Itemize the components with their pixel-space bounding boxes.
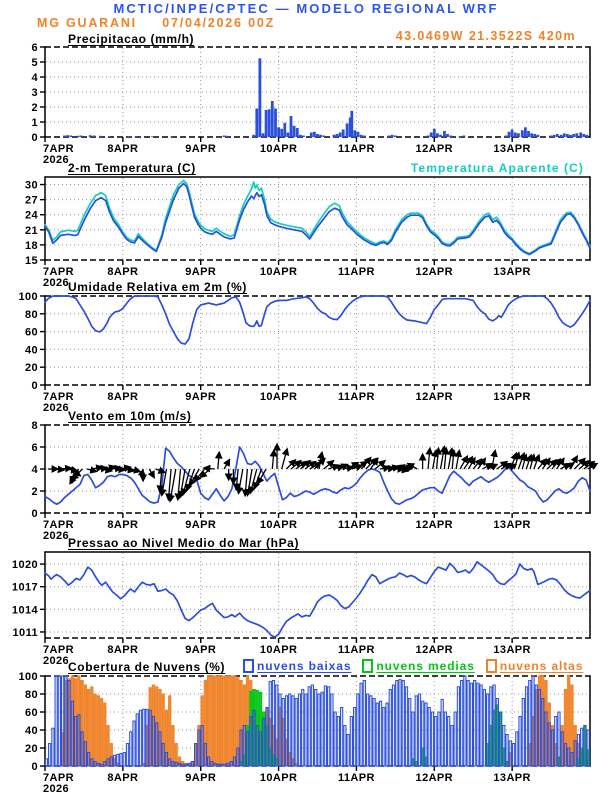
cloud-cover-legend <box>243 659 583 673</box>
svg-text:10APR: 10APR <box>259 772 298 784</box>
svg-text:1011: 1011 <box>12 626 38 639</box>
svg-text:8APR: 8APR <box>107 391 139 403</box>
svg-text:10APR: 10APR <box>259 391 298 403</box>
svg-text:11APR: 11APR <box>337 772 375 784</box>
svg-text:21: 21 <box>24 224 38 237</box>
svg-text:27: 27 <box>24 194 38 207</box>
high-clouds-swatch-icon <box>486 659 497 673</box>
station-run-line <box>37 16 275 30</box>
svg-text:12APR: 12APR <box>415 143 454 155</box>
svg-text:2026: 2026 <box>43 783 70 792</box>
chart-title-wind: Vento em 10m (m/s) <box>68 409 192 423</box>
svg-text:40: 40 <box>24 725 38 737</box>
svg-text:3: 3 <box>31 87 38 99</box>
svg-text:11APR: 11APR <box>337 391 375 403</box>
legend-item-low-clouds <box>243 659 351 673</box>
chart-title-precipitation: Precipitacao (mm/h) <box>68 32 195 46</box>
svg-text:9APR: 9APR <box>185 391 217 403</box>
svg-text:2026: 2026 <box>43 154 70 166</box>
svg-text:9APR: 9APR <box>185 266 217 278</box>
svg-text:0: 0 <box>31 380 38 392</box>
svg-text:20: 20 <box>24 743 38 755</box>
svg-text:2026: 2026 <box>43 530 70 542</box>
svg-text:15: 15 <box>24 255 38 267</box>
chart-title-pressure: Pressao ao Nivel Medio do Mar (hPa) <box>68 536 300 550</box>
svg-text:8APR: 8APR <box>107 772 139 784</box>
chart-title-temperature: 2-m Temperatura (C) <box>68 161 196 175</box>
chart-title-humidity: Umidade Relativa em 2m (%) <box>68 280 247 294</box>
svg-text:8APR: 8APR <box>107 519 139 531</box>
legend-label: nuvens altas <box>499 659 584 673</box>
svg-text:30: 30 <box>24 179 38 192</box>
svg-text:11APR: 11APR <box>337 266 375 278</box>
svg-text:100: 100 <box>18 291 38 303</box>
legend-label: nuvens baixas <box>257 659 352 673</box>
mid-clouds-swatch-icon <box>362 659 373 673</box>
legend-label: nuvens medias <box>376 659 475 673</box>
svg-text:13APR: 13APR <box>493 391 531 403</box>
svg-text:9APR: 9APR <box>185 644 217 656</box>
svg-text:13APR: 13APR <box>493 644 531 656</box>
svg-text:13APR: 13APR <box>493 772 531 784</box>
svg-text:10APR: 10APR <box>259 644 298 656</box>
low-clouds-swatch-icon <box>243 659 254 673</box>
svg-text:2026: 2026 <box>43 655 70 667</box>
svg-text:1: 1 <box>31 117 38 129</box>
svg-text:9APR: 9APR <box>185 772 217 784</box>
svg-text:7APR: 7APR <box>43 266 74 278</box>
chart-title-cloud-cover: Cobertura de Nuvens (%) <box>68 660 226 674</box>
svg-text:0: 0 <box>31 761 38 773</box>
svg-text:11APR: 11APR <box>337 644 375 656</box>
svg-text:8: 8 <box>31 420 38 432</box>
svg-text:2: 2 <box>31 102 38 114</box>
svg-text:7APR: 7APR <box>43 772 74 784</box>
station-location: 43.0469W 21.3522S 420m <box>395 29 576 43</box>
run-datetime: 07/04/2026 00Z <box>162 16 276 30</box>
svg-text:1014: 1014 <box>11 604 38 617</box>
svg-text:12APR: 12APR <box>415 266 454 278</box>
svg-text:7APR: 7APR <box>43 519 74 531</box>
svg-text:60: 60 <box>24 707 38 719</box>
svg-text:10APR: 10APR <box>259 143 298 155</box>
svg-text:13APR: 13APR <box>493 143 531 155</box>
svg-text:7APR: 7APR <box>43 143 74 155</box>
svg-text:5: 5 <box>31 57 38 69</box>
svg-text:12APR: 12APR <box>415 772 454 784</box>
svg-text:8APR: 8APR <box>107 143 139 155</box>
svg-text:8APR: 8APR <box>107 266 139 278</box>
apparent-temperature-label: Temperatura Aparente (C) <box>410 161 584 175</box>
svg-text:80: 80 <box>24 689 38 701</box>
svg-text:13APR: 13APR <box>493 266 531 278</box>
legend-item-mid-clouds <box>362 659 474 673</box>
svg-text:0: 0 <box>31 508 38 520</box>
svg-text:24: 24 <box>24 209 38 222</box>
svg-text:20: 20 <box>24 362 38 375</box>
svg-text:100: 100 <box>18 671 38 683</box>
svg-text:7APR: 7APR <box>43 644 74 656</box>
svg-text:6: 6 <box>31 42 38 54</box>
svg-text:18: 18 <box>24 239 38 252</box>
svg-text:4: 4 <box>31 72 38 84</box>
svg-text:6: 6 <box>31 442 38 454</box>
svg-text:12APR: 12APR <box>415 391 454 403</box>
legend-item-high-clouds <box>486 659 584 673</box>
svg-text:2026: 2026 <box>43 402 70 414</box>
svg-text:0: 0 <box>31 132 38 144</box>
svg-text:11APR: 11APR <box>337 519 375 531</box>
svg-text:40: 40 <box>24 344 38 357</box>
svg-text:80: 80 <box>24 308 38 321</box>
svg-text:12APR: 12APR <box>415 644 454 656</box>
model-title: MCTIC/INPE/CPTEC — MODELO REGIONAL WRF <box>113 1 499 16</box>
svg-text:13APR: 13APR <box>493 519 531 531</box>
svg-text:1017: 1017 <box>11 581 38 594</box>
svg-text:11APR: 11APR <box>337 143 375 155</box>
svg-text:10APR: 10APR <box>259 519 298 531</box>
svg-text:9APR: 9APR <box>185 519 217 531</box>
svg-text:2026: 2026 <box>43 277 70 289</box>
svg-text:12APR: 12APR <box>415 519 454 531</box>
svg-text:8APR: 8APR <box>107 644 139 656</box>
svg-text:1020: 1020 <box>11 559 38 572</box>
svg-text:2: 2 <box>31 486 38 498</box>
svg-text:7APR: 7APR <box>43 391 74 403</box>
svg-text:10APR: 10APR <box>259 266 298 278</box>
svg-text:9APR: 9APR <box>185 143 217 155</box>
station-name: MG GUARANI <box>37 16 137 30</box>
svg-text:4: 4 <box>31 464 38 476</box>
svg-text:60: 60 <box>24 326 38 339</box>
